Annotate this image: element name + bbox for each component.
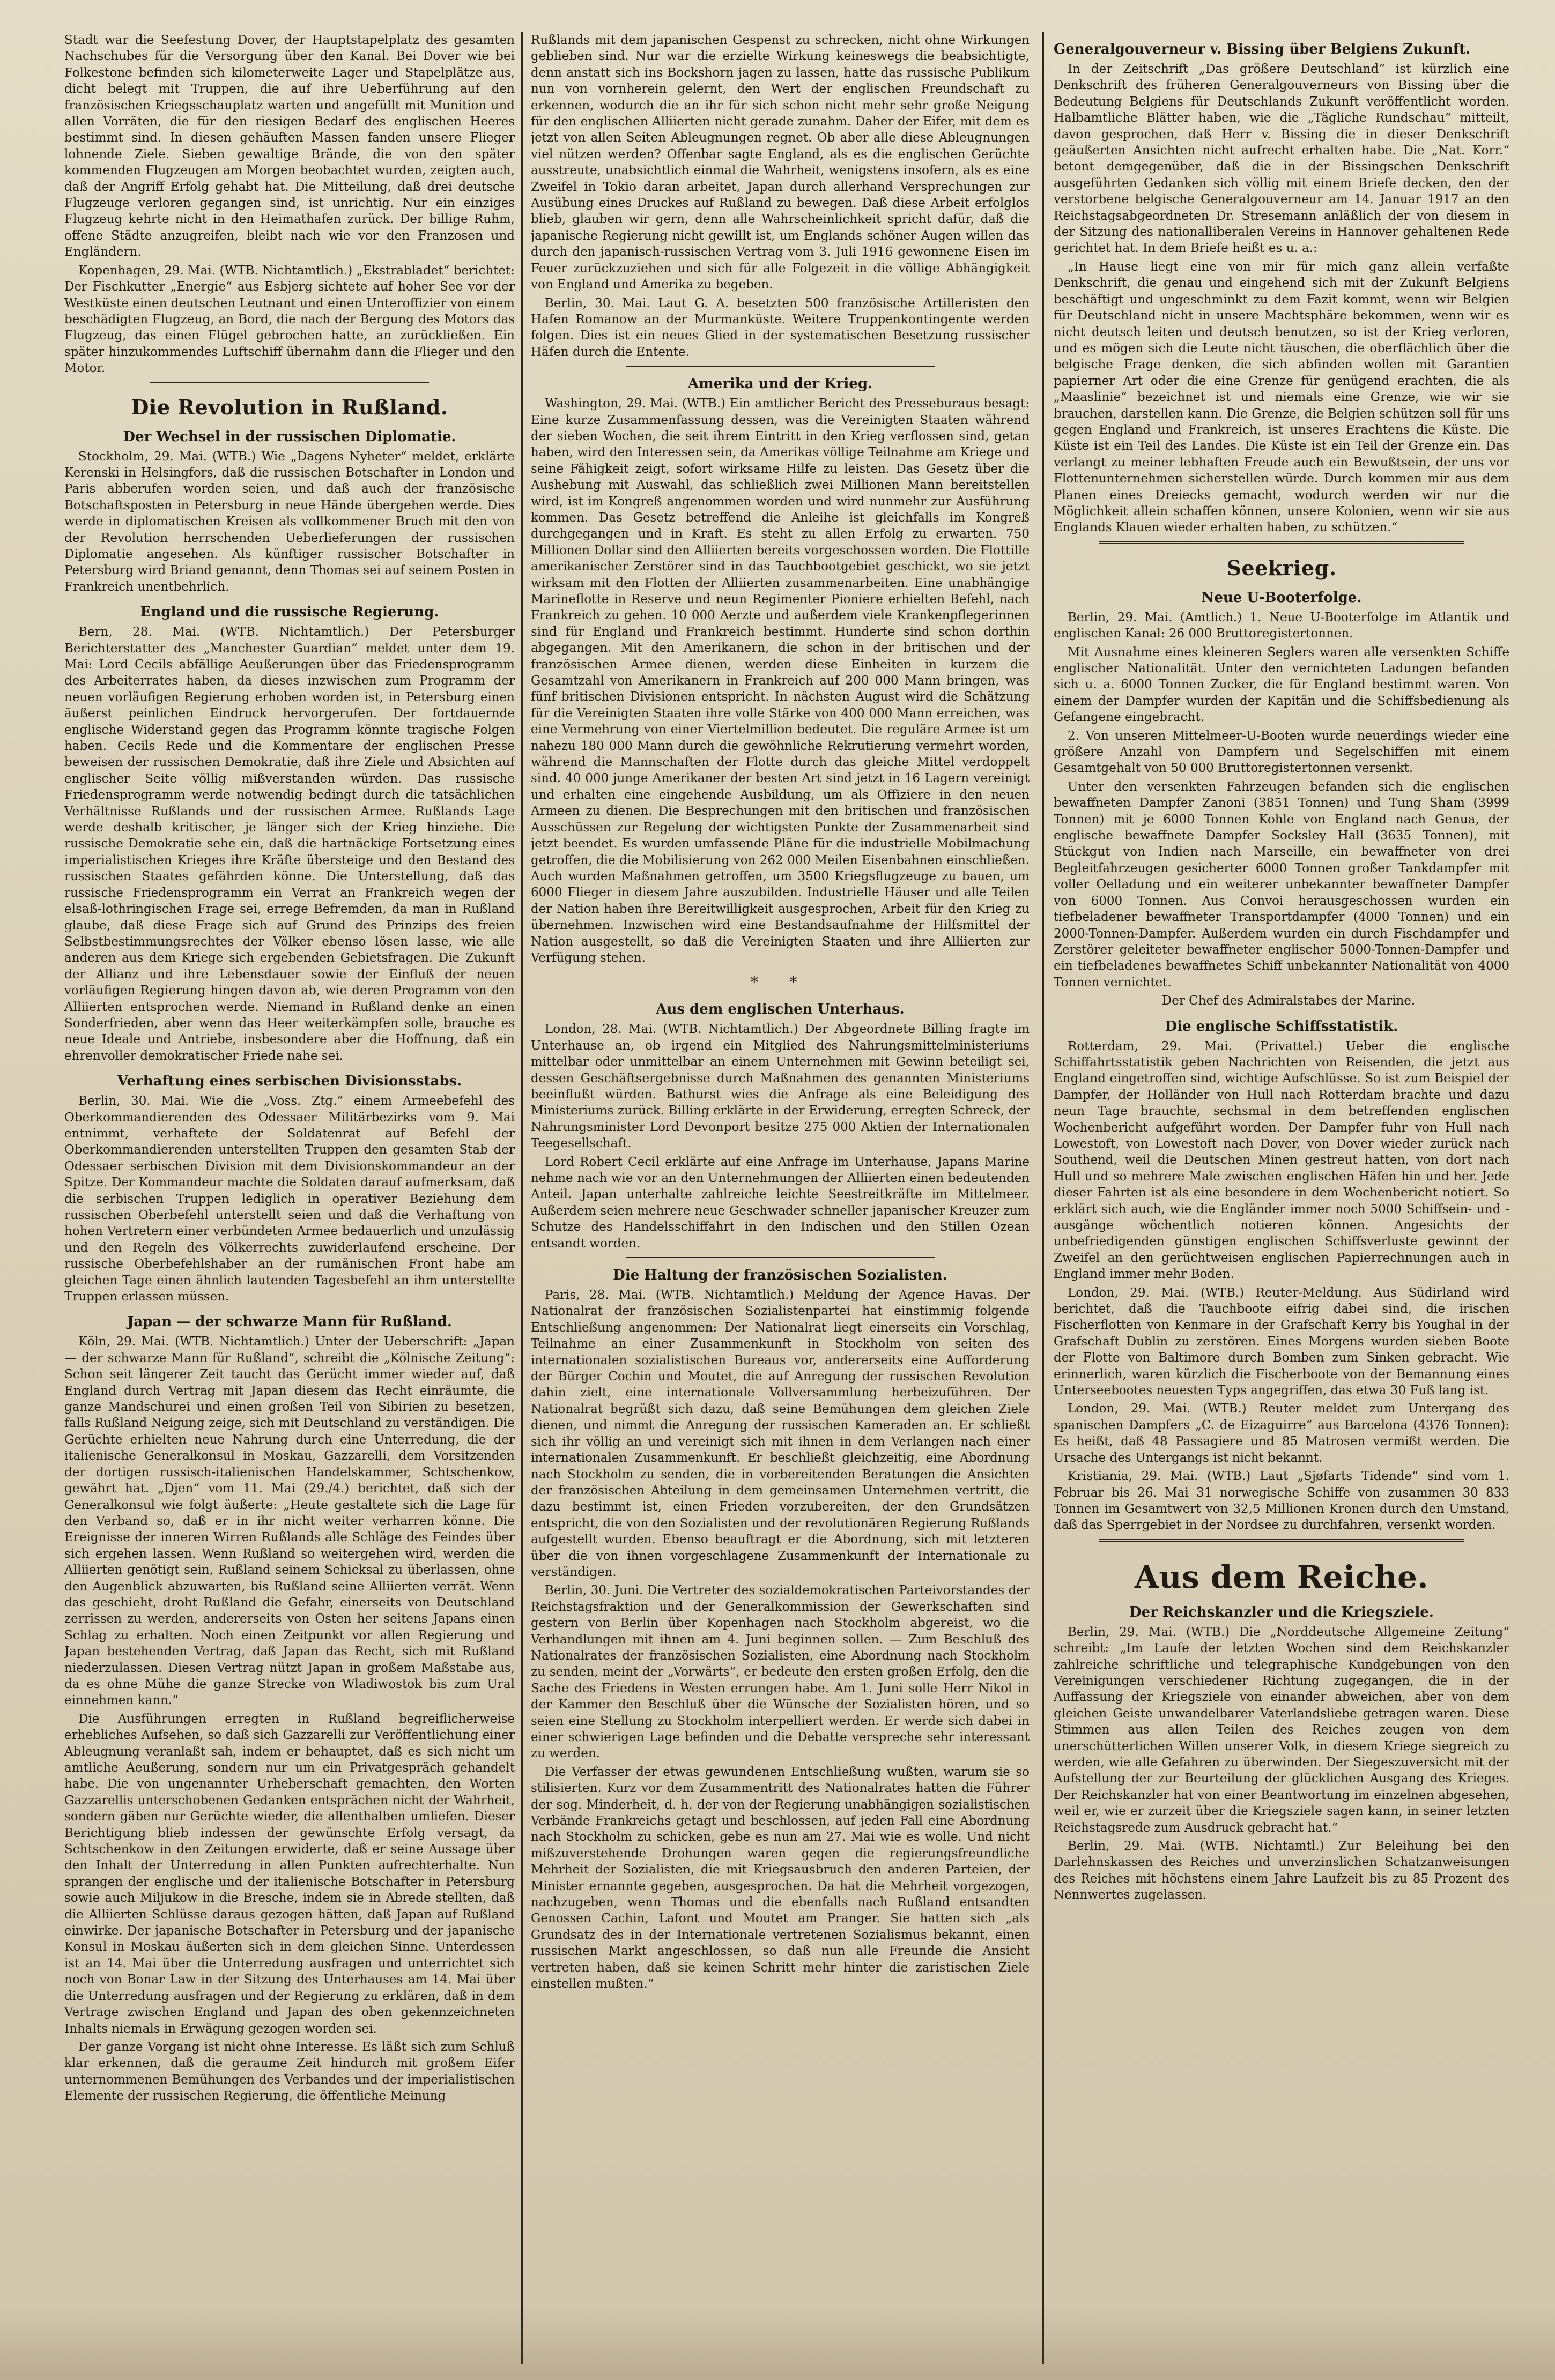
article-paragraph: Berlin, 30. Juni. Die Vertreter des sozialdemokratischen Parteivorstandes der Reichstagsfraktion und der Generalkommission der Gewerkschaften sind gestern von Berlin über Kopenhagen nach Stockholm abgereist, wo die Verhandlungen mit ihnen am 4. Juni beginnen sollen. — Zum Beschluß des Nationalrates der französischen Sozialisten, eine Abordnung nach Stockholm zu senden, meint der „Vorwärts“, er bedeute den ersten großen Erfolg, den die Sache des Friedens in Westen errungen habe. Am 1. Juni solle Herr Nikol in der Kammer den Beschluß über die Wünsche der Sozialisten hören, und so seien eine Stellung zu Stockholm interpelliert werden. Er werde sich dabei in einer schwierigen Lage befinden und die Debatte verspreche sehr interessant zu werden. <box>531 1583 1030 1761</box>
divider <box>150 382 430 383</box>
article-paragraph: Köln, 29. Mai. (WTB. Nichtamtlich.) Unter der Ueberschrift: „Japan — der schwarze Mann für Rußland“, schreibt die „Kölnische Zeitung“: Schon seit längerer Zeit taucht das Gerücht immer wieder auf, daß England durch Vertrag mit Japan diesem das Recht einräumte, die ganze Mandschurei und einen großen Teil von Sibirien zu besetzen, falls Rußland Neigung zeige, sich mit Deutschland zu verständigen. Die Gerüchte erhielten neue Nahrung durch eine Unterredung, die der italienische Generalkonsul in Moskau, Gazzarelli, dem Vorsitzenden der dortigen russisch-italienischen Handelskammer, Schtschenkow, gewährt hat. „Djen“ vom 11. Mai (29./4.) berichtet, daß sich der Generalkonsul wie folgt äußerte: „Heute gestaltete sich die Lage für den Verband so, daß er in ihr nicht weiter verharren könne. Die Ereignisse der inneren Wirren Rußlands alle Schläge des Feindes über sich ergehen lassen. Wenn Rußland so weitergehen wird, werden die Alliierten genötigt sein, Rußland seinem Schicksal zu überlassen, ohne den Augenblick abzuwarten, bis Rußland seine Alliierten verrät. Wenn das geschieht, droht Rußland die Gefahr, einerseits von Deutschland zerrissen zu werden, andererseits von Osten her seitens Japans einen Schlag zu erhalten. Noch einen Zeitpunkt vor allen Regierung und Japan bestehenden Vertrag, daß Japan das Recht, sich mit Rußland niederzulassen. Diesen Vertrag nützt Japan in großem Maßstabe aus, da es ohne Mühe die ganze Strecke von Wladiwostok bis zum Ural einnehmen kann.“ <box>64 1335 515 1708</box>
article-paragraph: Stadt war die Seefestung Dover, der Hauptstapelplatz des gesamten Nachschubes für die Versorgung über den Kanal. Bei Dover wie bei Folkestone befinden sich kilometerweite Lager und Stapelplätze aus, dicht belegt mit Truppen, die auf ihre Ueberführung auf den französischen Kriegsschauplatz warten und angefüllt mit Munition und allen Vorräten, die für den riesigen Bedarf des englischen Heeres bestimmt sind. In diesen gehäuften Massen fanden unsere Flieger lohnende Ziele. Sieben gewaltige Brände, die von den später kommenden Flugzeugen am Morgen beobachtet wurden, zeigten auch, daß der Angriff Erfolg gehabt hat. Die Mitteilung, daß drei deutsche Flugzeuge verloren gegangen sind, ist unrichtig. Nur ein einziges Flugzeug kehrte nicht in den Heimathafen zurück. Der billige Ruhm, offene Städte anzugreifen, bleibt nach wie vor den Franzosen und Engländern. <box>64 33 515 259</box>
column-left <box>64 32 515 2364</box>
divider <box>626 366 935 367</box>
article-paragraph: London, 29. Mai. (WTB.) Reuter-Meldung. Aus Südirland wird berichtet, daß die Tauchboote eifrig dabei sind, die irischen Fischerflotten von Kenmare in der Grafschaft Kerry bis Youghal in der Grafschaft Dublin zu zerstören. Eines Morgens wurden sieben Boote der Flotte von Baltimore durch Bomben zum Sinken gebracht. Wie erinnerlich, waren kürzlich die Fischerboote von der Bemannung eines Unterseebootes neuesten Typs angegriffen, das etwa 30 Fuß lang ist. <box>1054 1285 1509 1398</box>
article-heading: Verhaftung eines serbischen Divisionsstabs. <box>117 1073 462 1090</box>
article-heading: Aus dem englischen Unterhaus. <box>656 1001 905 1018</box>
article-paragraph: 2. Von unseren Mittelmeer-U-Booten wurde neuerdings wieder eine größere Anzahl von Dampfern und Segelschiffen mit einem Gesamtgehalt von 50 000 Bruttoregistertonnen versenkt. <box>1054 728 1509 776</box>
article-paragraph: Der ganze Vorgang ist nicht ohne Interesse. Es läßt sich zum Schluß klar erkennen, daß die geraume Zeit hindurch mit großem Eifer unternommenen Bemühungen des Verbandes und der imperialistischen Elemente der russischen Regierung, die öffentliche Meinung <box>64 2040 515 2103</box>
article-paragraph: Die Verfasser der etwas gewundenen Entschließung wußten, warum sie so stilisierten. Kurz vor dem Zusammentritt des Nationalrates hatten die Führer der sog. Minderheit, d. h. der von der Regierung unabhängigen sozialistischen Verbände Frankreichs getagt und beschlossen, auf jeden Fall eine Abordnung nach Stockholm zu schicken, gebe es nun am 27. Mai wie es wolle. Und nicht mißzuverstehende Drohungen waren gegen die regierungsfreundliche Mehrheit der Sozialisten, die mit Kriegsausbruch den anderen Parteien, der Minister ernannte gegeben, ausgesprochen. Da hat die Mehrheit vorgezogen, nachzugeben, wenn Thomas und die ebenfalls nach Rußland entsandten Genossen Cachin, Lafont und Moutet am Pranger. Sie hatten sich „als Grundsatz des in der Internationale vertretenen Sozialismus bekannt, einen russischen Markt angeschlossen, so daß nun alle Freunde die Ansicht vertreten haben, daß sie keinen Schritt mehr hinter die zaristischen Ziele einstellen mußten.“ <box>531 1765 1030 1991</box>
article-paragraph: Bern, 28. Mai. (WTB. Nichtamtlich.) Der Petersburger Berichterstatter des „Manchester Guardian“ meldet unter dem 19. Mai: Lord Cecils abfällige Aeußerungen über das Friedensprogramm des Arbeiterrates haben, da dieses inzwischen zum Programm der neuen vorläufigen Regierung erhoben worden ist, in Petersburg einen äußerst peinlichen Eindruck hervorgerufen. Der fortdauernde englische Widerstand gegen das Programm könnte tragische Folgen haben. Cecils Rede und die Kommentare der englischen Presse beweisen der russischen Demokratie, daß ihre Ziele und Absichten auf englischer Seite völlig mißverstanden würden. Das russische Friedensprogramm werde notwendig bedingt durch die tatsächlichen Verhältnisse Rußlands und der russischen Armee. Rußlands Lage werde deshalb kritischer, je länger sich der Krieg hinziehe. Die russische Demokratie sehe ein, daß die hartnäckige Fortsetzung eines imperialistischen Krieges ihre Kräfte übersteige und den Bestand des russischen Staates gefährden könne. Die Unterstellung, daß das russische Friedensprogramm ein Verrat an Frankreich wegen der elsaß-lothringischen Frage sei, errege Befremden, da man in Rußland glaube, daß diese Frage sich auf Grund des Prinzips des freien Selbstbestimmungsrechtes der Völker ebenso lösen lasse, wie alle anderen aus dem Kriege sich ergebenden Gebietsfragen. Die Zukunft der Allianz und ihre Lebensdauer sowie der Einfluß der neuen vorläufigen Regierung hingen davon ab, wie deren Programm von den Alliierten entsprochen werde. Niemand in Rußland denke an einen Sonderfrieden, aber wenn das Heer weiterkämpfen solle, brauche es neue Ideale und Antriebe, insbesondere aber die Hoffnung, daß ein ehrenvoller demokratischer Friede nahe sei. <box>64 625 515 1063</box>
article-paragraph: Die Ausführungen erregten in Rußland begreiflicherweise erhebliches Aufsehen, so daß sich Gazzarelli zur Veröffentlichung einer Ableugnung veranlaßt sah, indem er behauptet, daß es sich nicht um amtliche Aeußerung, sondern nur um ein Privatgespräch gehandelt habe. Die von ungenannter Urheberschaft gemachten, den Worten Gazzarellis unterschobenen Gedanken entsprächen nicht der Wahrheit, sondern gäben nur Gerüchte wieder, die allenthalben umliefen. Dieser Berichtigung blieb indessen der gewünschte Erfolg versagt, da Schtschenkow in den Zeitungen erwiderte, daß er seine Aussage über den Inhalt der Unterredung in allen Punkten aufrechterhalte. Nun sprangen der englische und der italienische Botschafter in Petersburg sowie auch Miljukow in die Bresche, indem sie in Abrede stellten, daß die Alliierten Schlüsse daraus gezogen hätten, daß Japan auf Rußland einwirke. Der japanische Botschafter in Petersburg und der japanische Konsul in Moskau äußerten sich in dem gleichen Sinne. Unterdessen ist an 14. Mai über die Unterredung ausfragen und unterrichtet sich noch von Bonar Law in der Sitzung des Unterhauses am 14. Mai über die Unterredung ausfragen und der Regierung zu erklären, daß in dem Vertrage zwischen England und Japan des oben gekennzeichneten Inhalts niemals in Erwägung gezogen worden sei. <box>64 1712 515 2036</box>
article-paragraph: Paris, 28. Mai. (WTB. Nichtamtlich.) Meldung der Agence Havas. Der Nationalrat der französischen Sozialistenpartei hat einstimmig folgende Entschließung angenommen: Der Nationalrat liegt einerseits ein Vorschlag, Teilnahme an einer Zusammenkunft in Stockholm von seiten des internationalen sozialistischen Bureaus vor, andererseits eine Aufforderung der Bürger Cochin und Moutet, die auf Anregung der russischen Revolution dahin zielt, eine internationale Vollversammlung herbeizuführen. Der Nationalrat begrüßt sich dazu, daß seine Bemühungen dem gleichen Ziele dienen, und nimmt die Anregung der russischen Kameraden an. Er schließt sich ihr völlig an und vereinigt sich mit ihnen in dem Verlangen nach einer internationalen Zusammenkunft. Er beschließt gleichzeitig, eine Abordnung nach Stockholm zu senden, die in vorbereitenden Beratungen die Ansichten der französischen Abteilung in dem gemeinsamen Unternehmen vertritt, die dazu bestimmt ist, einen Frieden vorzubereiten, der den Grundsätzen entspricht, die von den Sozialisten und der revolutionären Regierung Rußlands aufgestellt wurden. Ebenso beauftragt er die Abordnung, sich mit letzteren über die von ihnen vorgeschlagene Zusammenkunft der Internationale zu verständigen. <box>531 1288 1030 1579</box>
article-heading: Die Haltung der französischen Sozialisten. <box>613 1267 947 1284</box>
article-heading: Japan — der schwarze Mann für Rußland. <box>127 1314 452 1330</box>
article-paragraph: Rußlands mit dem japanischen Gespenst zu schrecken, nicht ohne Wirkungen geblieben sind. Nur war die erzielte Wirkung keineswegs die beabsichtigte, denn anstatt sich ins Bockshorn jagen zu lassen, hatte das russische Publikum nun von vornherein gelernt, den Wert der englischen Freundschaft zu erkennen, wodurch die an ihr für sich schon nicht mehr sehr große Neigung für den englischen Alliierten nicht gerade zunahm. Daher der Eifer, mit dem es jetzt von allen Seiten Ableugnungen regnet. Ob aber alle diese Ableugnungen viel nützen werden? Offenbar sagte England, als es die englischen Gerüchte ausstreute, unabsichtlich einmal die Wahrheit, wenigstens insofern, als es eine Zweifel in Tokio daran arbeitet, Japan durch allerhand Versprechungen zur Ausübung eines Druckes auf Rußland zu bewegen. Daß diese Arbeit erfolglos blieb, glauben wir gern, denn alle Wahrscheinlichkeit spricht dafür, daß die japanische Regierung nicht gewillt ist, um Englands schöner Augen willen das durch den japanisch-russischen Vertrag vom 3. Juli 1916 gewonnene Eisen im Feuer zurückzuziehen und sich für alle Folgezeit in die völlige Abhängigkeit von England und Amerika zu begeben. <box>531 33 1030 292</box>
column-rule <box>521 32 523 2364</box>
article-paragraph: Lord Robert Cecil erklärte auf eine Anfrage im Unterhause, Japans Marine nehme nach wie vor an den Unternehmungen der Alliierten einen bedeutenden Anteil. Japan unterhalte zahlreiche leichte Seestreitkräfte im Mittelmeer. Außerdem seien mehrere neue Geschwader schneller japanischer Kreuzer zum Schutze des Handelsschiffahrt in den Indischen und den Stillen Ozean entsandt worden. <box>531 1155 1030 1251</box>
article-paragraph: Washington, 29. Mai. (WTB.) Ein amtlicher Bericht des Presseburaus besagt: Eine kurze Zusammenfassung dessen, was die Vereinigten Staaten während der sieben Wochen, die seit ihrem Eintritt in den Krieg verflossen sind, getan haben, wird den Interessen sein, da Amerikas völlige Teilnahme am Kriege und seine Fähigkeit zeigt, sofort wirksame Hilfe zu leisten. Das Gesetz über die Aushebung mit Auswahl, das schließlich zwei Millionen Mann bereitstellen wird, ist im Kongreß angenommen worden und wird nunmehr zur Ausführung kommen. Das Gesetz betreffend die Anleihe ist gleichfalls im Kongreß durchgegangen und in Kraft. Es steht zu allen Erfolg zu erwarten. 750 Millionen Dollar sind den Alliierten bereits vorgeschossen worden. Die Flottille amerikanischer Zerstörer sind in das Tauchbootgebiet geschickt, wo sie jetzt wirksam mit den Flotten der Alliierten zusammenarbeiten. Eine unabhängige Marineflotte in Reserve und neun Regimenter Pioniere erhielten Befehl, nach Frankreich zu gehen. 10 000 Aerzte und außerdem viele Krankenpflegerinnen sind für England und Frankreich bestimmt. Hunderte sind schon dorthin abgegangen. Mit den Amerikanern, die schon in der britischen und der französischen Armee dienen, werden diese Einheiten in kurzem die Gesamtzahl von Amerikanern in Frankreich auf 200 000 Mann bringen, was fünf britischen Divisionen entspricht. In nächsten August wird die Schätzung für die Vereinigten Staaten ihre volle Stärke von 400 000 Mann erreichen, was eine Vermehrung von einer Viertelmillion bedeutet. Die reguläre Armee ist um nahezu 180 000 Mann durch die gewöhnliche Rekrutierung vermehrt worden, während die Mannschaften der Flotte durch das gleiche Mittel verdoppelt sind. 40 000 junge Amerikaner der besten Art sind jetzt in 16 Lagern vereinigt und erhalten eine eingehende Ausbildung, um als Offiziere in den neuen Armeen zu dienen. Die Besprechungen mit den britischen und französischen Ausschüssen zur Regelung der wichtigsten Punkte der Zusammenarbeit sind jetzt beendet. Es wurden umfassende Pläne für die industrielle Mobilmachung getroffen, die die Mobilisierung von 262 000 Meilen Eisenbahnen einschließen. Auch wurden Maßnahmen getroffen, um 3500 Kriegsflugzeuge zu bauen, um 6000 Flieger in diesem Jahre auszubilden. Industrielle Häuser und alle Teilen der Nation haben ihre Bereitwilligkeit ausgesprochen, Arbeit für den Krieg zu übernehmen. Inzwischen wird eine Bestandsaufnahme der Hilfsmittel der Nation ausgestellt, so daß die Vereinigten Staaten und ihre Alliierten zur Verfügung stehen. <box>531 397 1030 965</box>
divider <box>1099 541 1464 544</box>
article-paragraph: London, 29. Mai. (WTB.) Reuter meldet zum Untergang des spanischen Dampfers „C. de Eizaguirre“ aus Barcelona (4376 Tonnen): Es heißt, daß 48 Passagiere und 85 Matrosen vermißt werden. Die Ursache des Untergangs ist nicht bekannt. <box>1054 1402 1509 1465</box>
article-heading: Der Reichskanzler und die Kriegsziele. <box>1129 1604 1434 1620</box>
article-paragraph: Berlin, 30. Mai. Laut G. A. besetzten 500 französische Artilleristen den Hafen Romanow an der Murmanküste. Weitere Truppenkontingente werden folgen. Dies ist ein neues Glied in der systematischen Besetzung russischer Häfen durch die Entente. <box>531 296 1030 359</box>
article-paragraph: Berlin, 29. Mai. (WTB. Nichtamtl.) Zur Beleihung bei den Darlehnskassen des Reiches und unverzinslichen Schatzanweisungen des Reiches mit höchstens einem Jahre Laufzeit bis zu 85 Prozent des Nennwertes zugelassen. <box>1054 1839 1509 1902</box>
article-paragraph: In der Zeitschrift „Das größere Deutschland“ ist kürzlich eine Denkschrift des früheren Generalgouverneurs von Bissing über die Bedeutung Belgiens für Deutschlands Zukunft veröffentlicht worden. Halbamtliche Blätter haben, wie die „Tägliche Rundschau“ mitteilt, davon gesprochen, daß Herr v. Bissing die in dieser Denkschrift geäußerten Ansichten nicht aufrecht erhalten habe. Die „Nat. Korr.“ betont demgegenüber, daß die in der Bissingschen Denkschrift ausgeführten Gedanken sich völlig mit einem Briefe decken, den der verstorbene belgische Generalgouverneur am 14. Januar 1917 an den Reichstagsabgeordneten Dr. Stresemann anläßlich der von diesem in der Sitzung des nationalliberalen Vereins in Hannover gehaltenen Rede gerichtet hat. In dem Briefe heißt es u. a.: <box>1054 62 1509 256</box>
article-paragraph: London, 28. Mai. (WTB. Nichtamtlich.) Der Abgeordnete Billing fragte im Unterhause an, ob irgend ein Mitglied des Nahrungsmittelministeriums mittelbar oder unmittelbar an einem Unternehmen mit Gewinn beteiligt sei, dessen Geschäftsergebnisse durch Maßnahmen des genannten Ministeriums beeinflußt würden. Bathurst wies die Anfrage als eine Beleidigung des Ministeriums zurück. Billing erklärte in der Erwiderung, erregten Schreck, der Nahrungsminister Lord Devonport besitze 275 000 Aktien der Internationalen Teegesellschaft. <box>531 1022 1030 1151</box>
article-heading: Generalgouverneur v. Bissing über Belgiens Zukunft. <box>1054 41 1471 57</box>
article-heading: Die englische Schiffsstatistik. <box>1165 1018 1398 1035</box>
article-paragraph: Unter den versenkten Fahrzeugen befanden sich die englischen bewaffneten Dampfer Zanoni (3851 Tonnen) und Tung Sham (3999 Tonnen) mit je 6000 Tonnen Kohle von England nach Genua, der englische bewaffnete Dampfer Socksley Hall (3635 Tonnen), mit Stückgut von Indien nach Marseille, ein bewaffneter von drei Begleitfahrzeugen gesicherter 6000 Tonnen großer Tankdampfer mit voller Oelladung und ein weiterer unbekannter bewaffneter Dampfer von 6000 Tonnen. Aus Convoi herausgeschossen wurden ein tiefbeladener bewaffneter Transportdampfer (4000 Tonnen) und ein 2000-Tonnen-Dampfer. Außerdem wurden ein durch Fischdampfer und Zerstörer geleiteter bewaffneter englischer 5000-Tonnen-Dampfer und ein tiefbeladenes bewaffnetes Schiff unbekannter Nationalität von 4000 Tonnen vernichtet. <box>1054 779 1509 990</box>
article-paragraph: Berlin, 29. Mai. (Amtlich.) 1. Neue U-Booterfolge im Atlantik und englischen Kanal: 26 000 Bruttoregistertonnen. <box>1054 610 1509 641</box>
section-heading: Die Revolution in Rußland. <box>131 395 448 419</box>
divider <box>626 1257 935 1258</box>
column-rule <box>1042 32 1044 2364</box>
article-paragraph: Rotterdam, 29. Mai. (Privattel.) Ueber die englische Schiffahrtsstatistik geben Nachrichten von Reisenden, die jetzt aus England eingetroffen sind, wichtige Aufschlüsse. So ist zum Beispiel der Dampfer, der Holländer von Hull nach Rotterdam brachte und dazu neun Tage brauchte, sechsmal in dem betreffenden englischen Wochenbericht aufgeführt worden. Der Dampfer fuhr von Hull nach Lowestoft, von Lowestoft nach Dover, von Dover wieder zurück nach Southend, weil die Deutschen Minen gestreut hatten, von dort nach Hull und so mehrere Male zwischen englischen Häfen hin und her. Jede dieser Fahrten ist als eine besondere in dem Wochenbericht notiert. So erklärt sich auch, wie die Engländer immer noch 5000 Schiffsein- und -ausgänge wöchentlich notieren können. Angesichts der unbefriedigenden günstigen englischen Schiffsverluste gewinnt der Zweifel an den gerüchtweisen englischen Papierrechnungen auch in England immer mehr Boden. <box>1054 1039 1509 1282</box>
article-paragraph: Kristiania, 29. Mai. (WTB.) Laut „Sjøfarts Tidende“ sind vom 1. Februar bis 26. Mai 31 norwegische Schiffe von zusammen 30 833 Tonnen im Gesamtwert von 32,5 Millionen Kronen durch den Umstand, daß das Sperrgebiet in der Nordsee zu durchfahren, versenkt worden. <box>1054 1469 1509 1533</box>
article-heading: England und die russische Regierung. <box>140 604 439 621</box>
article-heading: Amerika und der Krieg. <box>687 376 873 392</box>
section-heading: Aus dem Reiche. <box>1134 1558 1429 1595</box>
column-right <box>1054 32 1509 2364</box>
article-quote: „In Hause liegt eine von mir für mich ganz allein verfaßte Denkschrift, die genau und eingehend sich mit der Zukunft Belgiens beschäftigt und ungeschminkt zu dem Fazit kommt, wenn wir Belgien für Deutschland nicht in unsere Machtsphäre bekommen, wenn wir es nicht deutsch leiten und deutsch benutzen, so ist der Krieg verloren, und es mögen sich die Leute nicht täuschen, die oberflächlich über die belgische Frage denken, die sich abfinden wollen mit Garantien papierner Art oder die eine Grenze für genügend erachten, die als „Maaslinie“ bezeichnet ist und niemals eine Grenze, wie wir sie brauchen, darstellen kann. Die Grenze, die Belgien schützen soll für uns gegen England und Frankreich, ist unseres Erachtens die Küste. Die Küste ist ein Teil des Landes. Die Küste ist ein Teil der Grenze ein. Das verlangt zu meiner lebhaften Freude auch ein Bewußtsein, der uns vor Flottenunternehmen sicherstellen würde. Durch kommen mir aus dem Planen eines Dreiecks gemacht, wodurch werden wir nur die Möglichkeit allein schaffen können, unsere Kolonien, wenn wir sie aus Englands Klauen wieder erhalten haben, zu schützen.“ <box>1054 259 1509 535</box>
article-heading: Der Wechsel in der russischen Diplomatie. <box>123 428 456 445</box>
article-signature: Der Chef des Admiralstabes der Marine. <box>1161 994 1416 1008</box>
article-heading: Neue U-Booterfolge. <box>1201 589 1362 606</box>
article-paragraph: Mit Ausnahme eines kleineren Seglers waren alle versenkten Schiffe englischer Nationalität. Unter den vernichteten Ladungen befanden sich u. a. 6000 Tonnen Zucker, die für England bestimmt waren. Von einem der Dampfer wurden der Kapitän und die Schiffsbedienung als Gefangene eingebracht. <box>1054 645 1509 725</box>
paper-discoloration <box>0 2305 1555 2380</box>
article-paragraph: Kopenhagen, 29. Mai. (WTB. Nichtamtlich.) „Ekstrabladet“ berichtet: Der Fischkutter „Energie“ aus Esbjerg sichtete auf hoher See vor der Westküste einen deutschen Leutnant und einen Unteroffizier von einem beschädigten Flugzeug, an Bord, die nach der Bergung des Motors das Flugzeug, das einen Flügel gebrochen hatte, an zurückließen. Ein später hinzukommendes Luftschiff übernahm dann die Flieger und den Motor. <box>64 263 515 376</box>
section-heading: Seekrieg. <box>1226 555 1337 580</box>
article-paragraph: Berlin, 29. Mai. (WTB.) Die „Norddeutsche Allgemeine Zeitung“ schreibt: „Im Laufe der letzten Wochen sind dem Reichskanzler zahlreiche schriftliche und telegraphische Kundgebungen von den Vereinigungen verschiedener Richtung zugegangen, die in der Auffassung der Kriegsziele von einander abweichen, aber von dem gleichen Geiste unwandelbarer Vaterlandsliebe getragen waren. Diese Stimmen aus allen Teilen des Reiches zeugen von dem unerschütterlichen Willen unserer Volk, in diesem Kriege siegreich zu werden, wie alle Gefahren zu überwinden. Der Siegeszuversicht mit der Aufstellung der zur Beurteilung der glücklichen Ausgang des Krieges. Der Reichskanzler hat von einer Beantwortung im einzelnen abgesehen, weil er, wie er zurzeit über die Kriegsziele sagen kann, in seiner letzten Reichstagsrede zum Ausdruck gebracht hat.“ <box>1054 1625 1509 1835</box>
ornament: * * <box>750 973 810 993</box>
article-paragraph: Berlin, 30. Mai. Wie die „Voss. Ztg.“ einem Armeebefehl des Oberkommandierenden des Odessaer Militärbezirks vom 9. Mai entnimmt, verhaftete der Soldatenrat auf Befehl der Oberkommandierenden unterstellten Truppen den gesamten Stab der Odessaer serbischen Division mit dem Divisionskommandeur an der Spitze. Der Kommandeur machte die Soldaten darauf aufmerksam, daß die serbischen Truppen lediglich in operativer Beziehung dem russischen Oberbefehl unterstellt seien und daß die Verhaftung von hohen Vertretern einer verbündeten Armee bedauerlich und unzulässig und den Regeln des Völkerrechts zuwiderlaufend erscheine. Der russische Oberbefehlshaber an der rumänischen Front habe am gleichen Tage einen ähnlich lautenden Tagesbefehl an ihm unterstellte Truppen erlassen müssen. <box>64 1094 515 1304</box>
divider <box>1099 1539 1464 1542</box>
article-paragraph: Stockholm, 29. Mai. (WTB.) Wie „Dagens Nyheter“ meldet, erklärte Kerenski in Helsingfors, daß die russischen Botschafter in London und Paris abberufen worden seien, und daß auch der französische Botschaftsposten in Petersburg in neue Hände übergehen werde. Dies werde in diplomatischen Kreisen als vollkommener Bruch mit den von der Revolution herrschenden Ueberlieferungen der russischen Diplomatie angesehen. Als künftiger russischer Botschafter in Petersburg wird Briand genannt, denn Thomas sei auf seinem Posten in Frankreich unentbehrlich. <box>64 449 515 594</box>
column-middle <box>531 32 1030 2364</box>
